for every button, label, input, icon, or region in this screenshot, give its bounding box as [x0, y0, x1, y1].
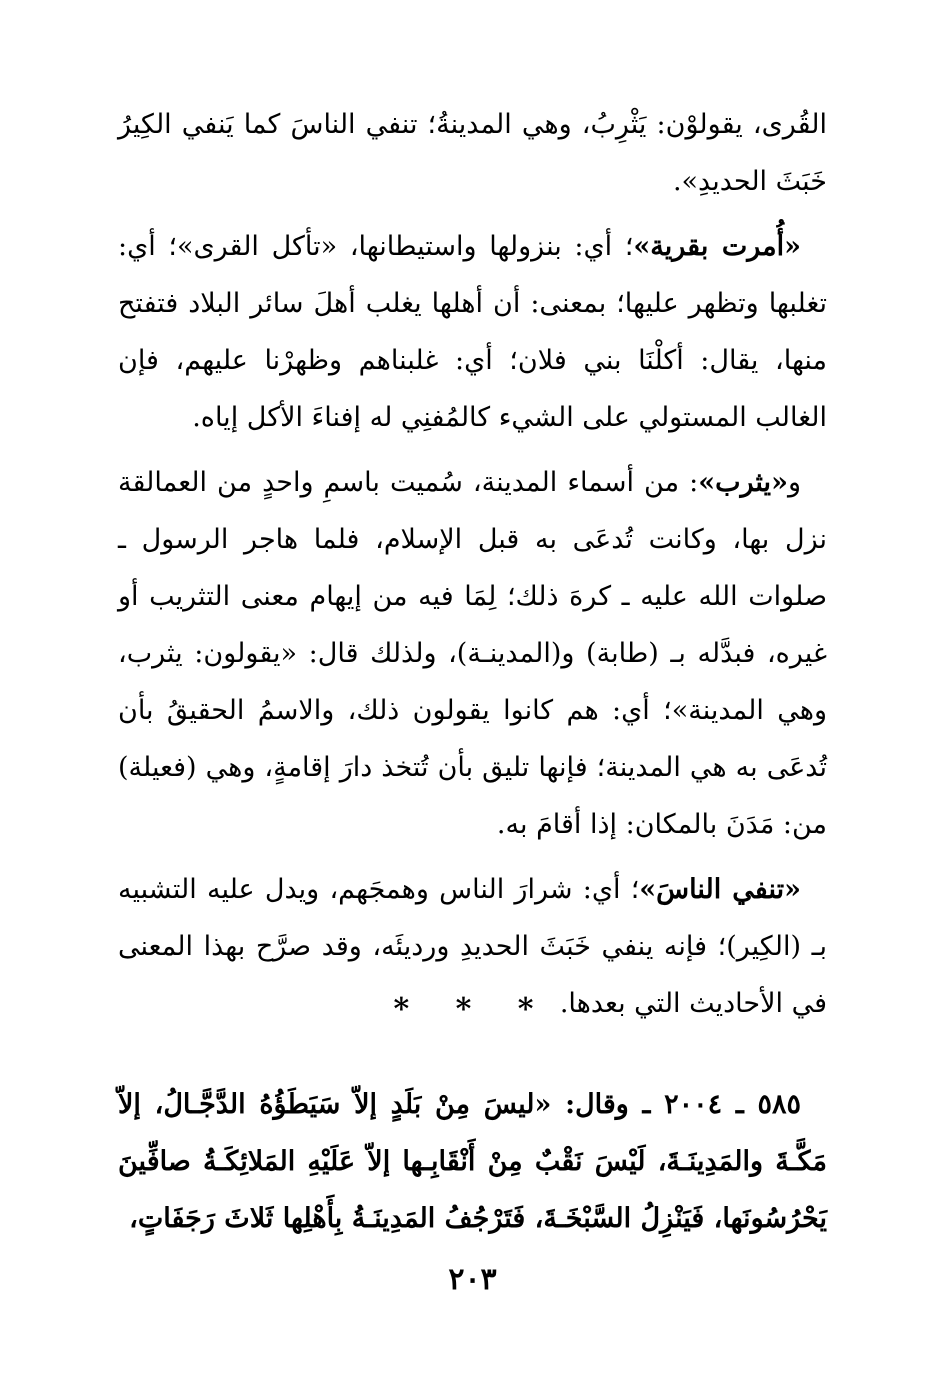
- paragraph-2-term: «أُمرت بقرية»: [633, 231, 801, 262]
- commentary-text: [118, 96, 827, 1040]
- paragraph-3: [118, 454, 827, 853]
- paragraph-3-prefix: و: [787, 467, 801, 498]
- paragraph-3-body: : من أسماء المدينة، سُميت باسمِ واحدٍ من العمالقة نزل بها، وكانت تُدعَى به قبل الإسلام، فلما هاجر الرسول ـ صلوات الله عليه ـ كرهَ ذلك؛ لِمَا فيه من إيهام معنى التثريب أو غيره، فبدَّله بـ (طابة) و(المدينـة)، ولذلك قال: «يقولون: يثرب، وهي المدينة»؛ أي: هم كانوا يقولون ذلك، والاسمُ الحقيقُ بأن تُدعَى به هي المدينة؛ فإنها تليق بأن تُتخذ دارَ إقامةٍ، وهي (فعيلة) من: مَدَنَ بالمكان: إذا أقامَ به.: [118, 467, 827, 840]
- paragraph-4-term: «تنفي الناسَ»: [639, 874, 801, 905]
- hadith-text: ٥٨٥ ـ ٢٠٠٤ ـ وقال: «ليسَ مِنْ بَلَدٍ إلاّ سَيَطَؤُهُ الدَّجَّـالُ، إلاّ مَكَّـةَ والمَدِينَـةَ، لَيْسَ نَقْبٌ مِنْ أَنْقَابِـها إلاّ عَلَيْهِ المَلائِكَـةُ صافِّينَ يَحْرُسُونَها، فَيَنْزِلُ السَّبْخَـةَ، فَتَرْجُفُ المَدِينَـةُ بِأَهْلِها ثَلاثَ رَجَفَاتٍ،: [118, 1089, 827, 1234]
- section-separator: * * *: [393, 992, 552, 1027]
- page-number: ٢٠٣: [448, 1262, 497, 1297]
- paragraph-2-body: ؛ أي: بنزولها واستيطانها، «تأكل القرى»؛ أي: تغلبها وتظهر عليها؛ بمعنى: أن أهلها يغلب أهلَ سائر البلاد فتفتح منها، يقال: أكلْنَا بني فلان؛ أي: غلبناهم وظهرْنا عليهم، فإن الغالب المستولي على الشيء كالمُفنِي له إفناءَ الأكل إياه.: [118, 231, 827, 433]
- paragraph-3-term: «يثرب»: [698, 467, 788, 498]
- paragraph-1: [118, 96, 827, 210]
- paragraph-1-body: القُرى، يقولوْن: يَثْرِبُ، وهي المدينةُ؛ تنفي الناسَ كما يَنفي الكِيرُ خَبَثَ الحديدِ».: [118, 109, 827, 197]
- paragraph-2: [118, 218, 827, 446]
- paragraph-4-body: ؛ أي: شرارَ الناس وهمجَهم، ويدل عليه التشبيه بـ (الكِير)؛ فإنه ينفي خَبَثَ الحديدِ ورديئَه، وقد صرَّح بهذا المعنى في الأحاديث التي بعدها.: [118, 874, 827, 1019]
